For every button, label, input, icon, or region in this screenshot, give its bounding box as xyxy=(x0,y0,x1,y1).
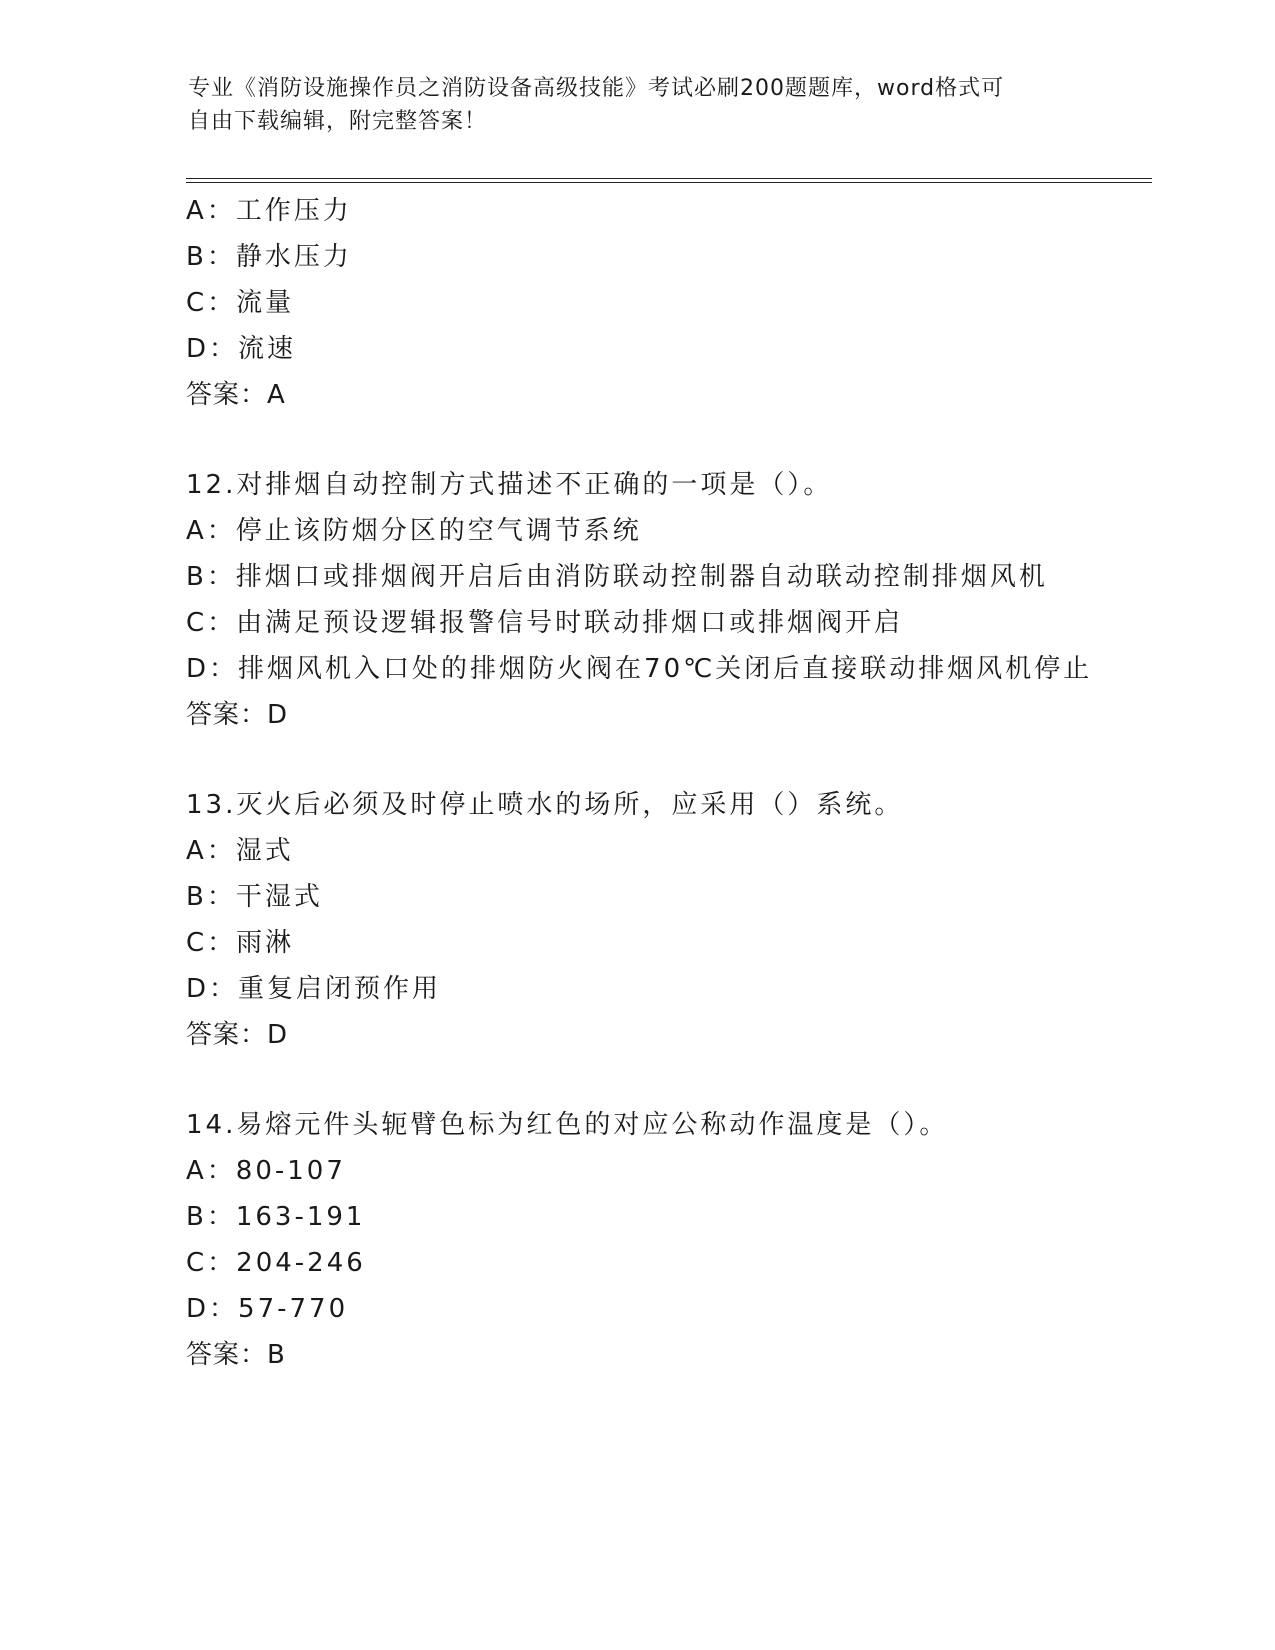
option-b: B：干湿式 xyxy=(186,882,323,912)
option-b: B：163-191 xyxy=(186,1202,366,1232)
header-divider-top xyxy=(186,178,1152,179)
answer: 答案：D xyxy=(186,1020,289,1050)
option-b: B：静水压力 xyxy=(186,242,352,272)
option-c: C：204-246 xyxy=(186,1248,366,1278)
header-line-1: 专业《消防设施操作员之消防设备高级技能》考试必刷200题题库，word格式可 xyxy=(188,76,1005,101)
option-c: C：雨淋 xyxy=(186,928,295,958)
option-c: C：由满足预设逻辑报警信号时联动排烟口或排烟阀开启 xyxy=(186,608,904,638)
question-14 xyxy=(186,1102,1186,1378)
question-list xyxy=(186,188,1186,1378)
option-c: C：流量 xyxy=(186,288,295,318)
question-title: 13.灭火后必须及时停止喷水的场所，应采用（）系统。 xyxy=(186,790,904,820)
option-a: A：工作压力 xyxy=(186,196,352,226)
header-divider-bottom xyxy=(186,182,1152,183)
question-title: 14.易熔元件头轭臂色标为红色的对应公称动作温度是（）。 xyxy=(186,1110,949,1140)
answer: 答案：A xyxy=(186,380,286,410)
question-title: 12.对排烟自动控制方式描述不正确的一项是（）。 xyxy=(186,470,833,500)
answer: 答案：B xyxy=(186,1340,286,1370)
document-header xyxy=(188,72,1088,138)
question-11-continued xyxy=(186,188,1186,418)
option-b: B：排烟口或排烟阀开启后由消防联动控制器自动联动控制排烟风机 xyxy=(186,562,1048,592)
question-12 xyxy=(186,462,1186,738)
option-d: D：流速 xyxy=(186,334,297,364)
question-13 xyxy=(186,782,1186,1058)
option-a: A：80-107 xyxy=(186,1156,346,1186)
header-line-2: 自由下载编辑，附完整答案！ xyxy=(188,109,488,134)
option-a: A：停止该防烟分区的空气调节系统 xyxy=(186,516,642,546)
option-d: D：重复启闭预作用 xyxy=(186,974,442,1004)
option-d: D：排烟风机入口处的排烟防火阀在70℃关闭后直接联动排烟风机停止 xyxy=(186,654,1093,684)
option-d: D：57-770 xyxy=(186,1294,349,1324)
option-a: A：湿式 xyxy=(186,836,294,866)
answer: 答案：D xyxy=(186,700,289,730)
